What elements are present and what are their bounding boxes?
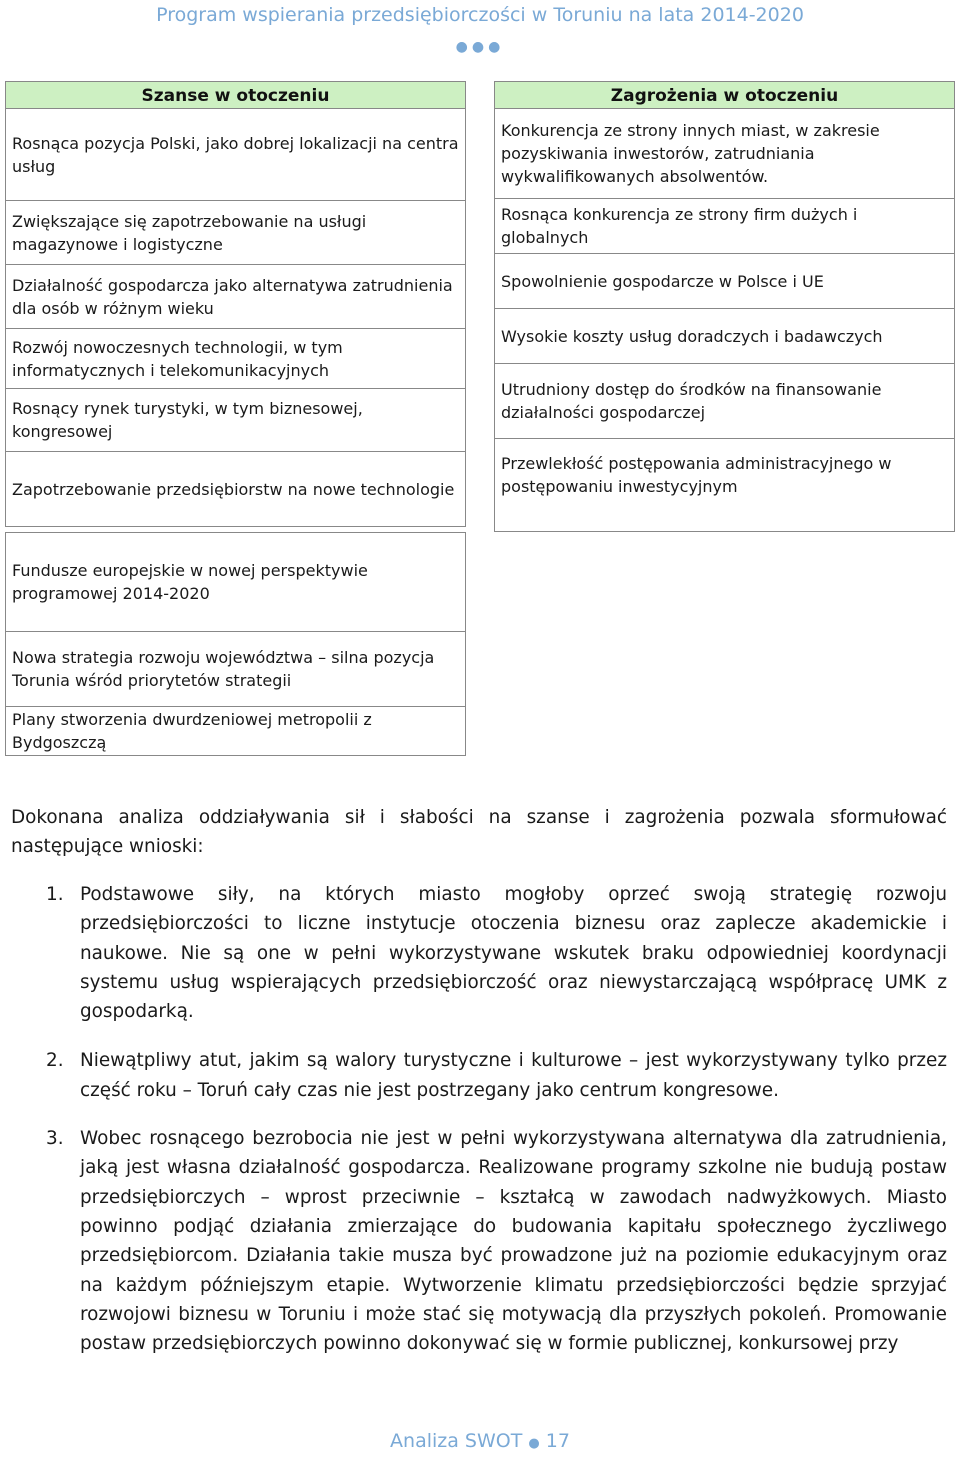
footer-separator-dot: ● [528,1436,540,1451]
conclusion-number: 1. [46,884,64,905]
threat-cell: Wysokie koszty usług doradczych i badawczych [495,308,954,363]
opportunity-cell: Nowa strategia rozwoju województwa – silna pozycja Torunia wśród priorytetów strategii [6,631,465,706]
footer-section-label: Analiza SWOT [390,1430,523,1452]
opportunity-cell: Rosnący rynek turystyki, w tym biznesowej, kongresowej [6,388,465,451]
threats-table [494,81,955,532]
opportunity-cell: Fundusze europejskie w nowej perspektywie programowej 2014-2020 [12,561,368,603]
conclusions-list [11,880,947,1358]
page-number: 17 [545,1430,570,1452]
conclusion-item [11,1124,947,1358]
conclusion-item [11,1046,947,1105]
opportunities-continued [5,532,466,756]
threat-cell: Rosnąca konkurencja ze strony firm dużych i globalnych [495,198,954,253]
opportunities-table [5,81,466,527]
threat-cell: Konkurencja ze strony innych miast, w zakresie pozyskiwania inwestorów, zatrudniania wykwalifikowanych absolwentów. [501,121,880,186]
conclusion-number: 2. [46,1050,64,1072]
header-dots-decoration: ●●● [455,39,505,55]
threat-cell: Spowolnienie gospodarcze w Polsce i UE [495,253,954,308]
opportunities-heading: Szanse w otoczeniu [6,81,465,109]
intro-paragraph: Dokonana analiza oddziaływania sił i słabości na szanse i zagrożenia pozwala sformułować następujące wnioski: [11,807,947,857]
opportunity-cell: Rozwój nowoczesnych technologii, w tym informatycznych i telekomunikacyjnych [6,328,465,388]
threat-cell: Przewlekłość postępowania administracyjnego w postępowaniu inwestycyjnym [495,438,954,510]
threats-heading: Zagrożenia w otoczeniu [495,81,954,109]
conclusion-text: Wobec rosnącego bezrobocia nie jest w pełni wykorzystywana alternatywa dla zatrudnienia, jaką jest własna działalność gospodarcza. Realizowane programy szkolne nie budują postaw przedsiębiorczych – wprost przeciwnie – kształcą w zawodach nadwyżkowych. Miasto powinno podjąć działania zmierzające do budowania kapitału społecznego życzliwego przedsiębiorcom. Działania takie musza być prowadzone już na poziomie edukacyjnym oraz na każdym późniejszym etapie. Wytworzenie klimatu przedsiębiorczości będzie sprzyjać rozwojowi biznesu w Toruniu i może stać się motywacją dla przyszłych pokoleń. Promowanie postaw przedsiębiorczych powinno dokonywać się w formie publicznej, konkursowej przy [80,1128,947,1355]
opportunity-cell: Zwiększające się zapotrzebowanie na usługi magazynowe i logistyczne [6,200,465,264]
page-footer [0,1430,960,1452]
conclusion-text: Niewątpliwy atut, jakim są walory turystyczne i kulturowe – jest wykorzystywany tylko przez część roku – Toruń cały czas nie jest postrzegany jako centrum kongresowe. [80,1050,947,1101]
opportunity-cell: Działalność gospodarcza jako alternatywa zatrudnienia dla osób w różnym wieku [6,264,465,328]
opportunity-cell: Rosnąca pozycja Polski, jako dobrej lokalizacji na centra usług [12,133,459,176]
opportunity-cell: Zapotrzebowanie przedsiębiorstw na nowe technologie [6,451,465,526]
opportunity-cell: Plany stworzenia dwurdzeniowej metropolii z Bydgoszczą [6,706,465,755]
conclusion-text: Podstawowe siły, na których miasto mogłoby oprzeć swoją strategię rozwoju przedsiębiorczości to liczne instytucje otoczenia biznesu oraz zaplecze akademickie i naukowe. Nie są one w pełni wykorzystywane wskutek braku odpowiedniej koordynacji systemu usług wspierających przedsiębiorczość oraz niewystarczającą współpracę UMK z gospodarką. [80,884,947,1023]
conclusion-item [11,880,947,1026]
page-header-title: Program wspierania przedsiębiorczości w Toruniu na lata 2014-2020 [156,4,804,26]
threat-cell: Utrudniony dostęp do środków na finansowanie działalności gospodarczej [495,363,954,438]
conclusion-number: 3. [46,1128,64,1150]
